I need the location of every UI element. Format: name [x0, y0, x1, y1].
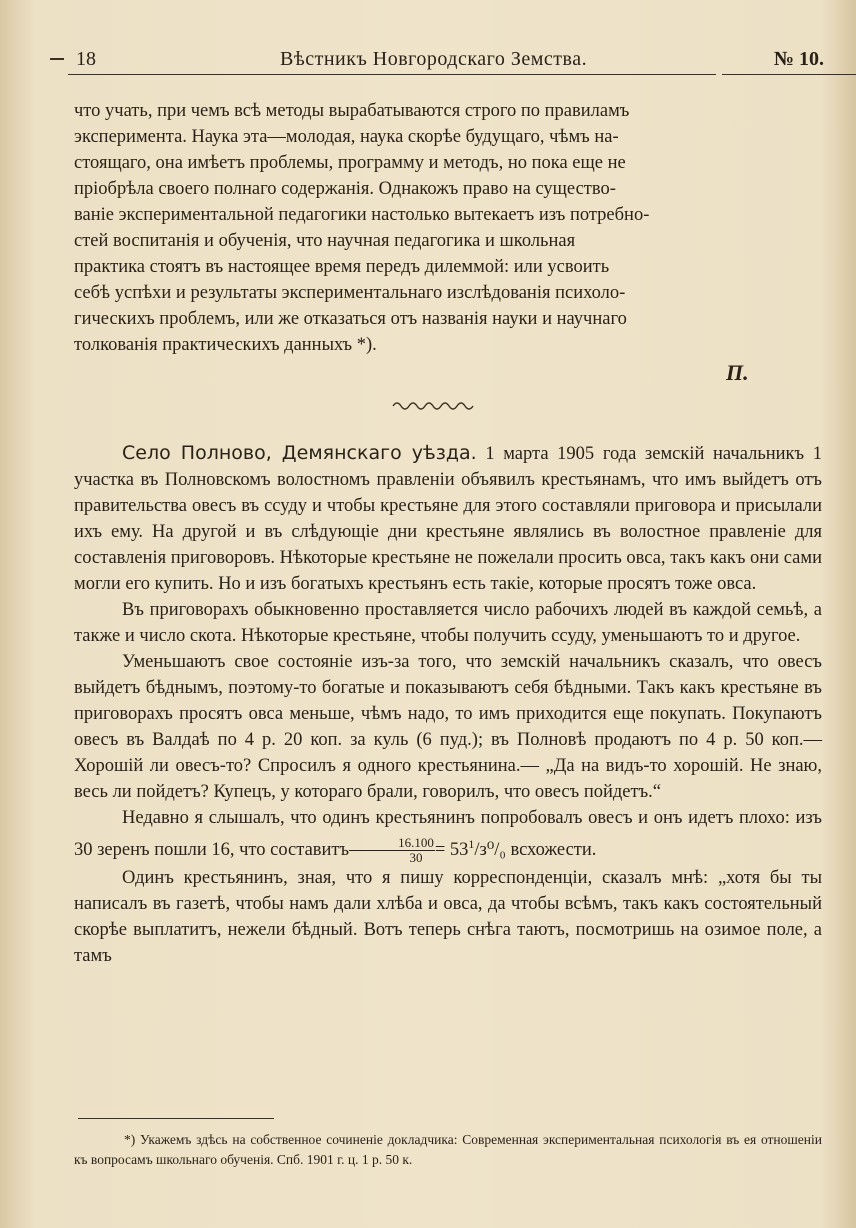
paragraph-text: /з⁰/₀ всхожести. [474, 840, 597, 861]
footnote [74, 1130, 822, 1170]
paragraph: Одинъ крестьянинъ, зная, что я пишу корреспонденціи, сказалъ мнѣ: „хотя бы ты написалъ въ газетѣ, чтобы намъ дали хлѣба и овса, да чтобы всѣмъ, такъ какъ состоятельный скорѣе выплатитъ, нежели бѣдный. Вотъ теперь снѣга таютъ, посмотришь на озимое поле, а тамъ [74, 868, 822, 967]
footnote-rule [78, 1118, 274, 1119]
page-number: 18 [76, 48, 96, 70]
header-dash [50, 58, 64, 60]
text-line: что учать, при чемъ всѣ методы вырабатываются строго по правиламъ [74, 101, 630, 121]
paragraph-text: Недавно я слышалъ, что одинъ крестьянинъ попробовалъ овесъ и онъ идетъ плохо: изъ 30 зеренъ пошли 16, что составитъ [74, 808, 822, 861]
text-line: стей воспитанія и обученія, что научная педагогика и школьная [74, 231, 576, 251]
text-line: себѣ успѣхи и результаты экспериментальнаго изслѣдованія психоло- [74, 283, 626, 303]
text-line: толкованія практическихъ данныхъ *). [74, 335, 377, 355]
footnote-text: *) Укажемъ здѣсь на собственное сочиненіе докладчика: Современная экспериментальная психологія въ ея отношеніи къ вопросамъ школьнаго обученія. Спб. 1901 г. ц. 1 р. 50 к. [74, 1132, 822, 1167]
issue-number: № 10. [773, 48, 824, 70]
section-marker: П. [726, 360, 749, 385]
header-rule-right [722, 74, 856, 75]
text-line: эксперимента. Наука эта—молодая, наука скорѣе будущаго, чѣмъ на- [74, 127, 619, 147]
header-rule [68, 74, 716, 75]
fraction [349, 836, 435, 865]
running-header [50, 46, 830, 78]
paragraph: Уменьшаютъ свое состояніе изъ-за того, что земскій начальникъ сказалъ, что овесъ выйдетъ бѣднымъ, поэтому-то богатые и показываютъ себя бѣдными. Такъ какъ крестьяне въ приговорахъ просятъ овса меньше, чѣмъ надо, то имъ приходится еще покупать. Покупаютъ овесъ въ Валдаѣ по 4 р. 20 коп. за куль (6 пуд.); въ Полновѣ продаютъ по 4 р. 50 коп.—Хорошій ли овесъ-то? Спросилъ я одного крестьянина.— „Да на видъ-то хорошій. Не знаю, весь ли пойдетъ? Купецъ, у котораго брали, говорилъ, что овесъ пойдетъ.“ [74, 652, 822, 802]
section-one-text [74, 98, 822, 358]
paragraph [74, 440, 822, 597]
paragraph-text: = 53 [434, 840, 469, 861]
paragraph [74, 805, 822, 865]
place-heading: Село Полново, Демянскаго уѣзда. [122, 442, 477, 464]
paragraph-text: 1 марта 1905 года земскій начальникъ 1 участка въ Полновскомъ волостномъ правленіи объявилъ крестьянамъ, что имъ выйдетъ отъ правительства овесъ въ ссуду и чтобы крестьяне для этого составляли приговора и присылали ихъ ему. На другой и въ слѣдующіе дни крестьяне являлись въ волостное правленіе для составленія приговоровъ. Нѣкоторые крестьяне не пожелали просить овса, такъ какъ они сами могли его купить. Но и изъ богатыхъ крестьянъ есть такіе, которые просятъ тоже овса. [74, 444, 822, 594]
journal-title: Вѣстникъ Новгородскаго Земства. [280, 48, 588, 70]
text-line: пріобрѣла своего полнаго содержанія. Однакожъ право на существо- [74, 179, 616, 199]
section-two-text [74, 440, 822, 969]
text-line: практика стоятъ въ настоящее время передъ дилеммой: или усвоить [74, 257, 610, 277]
fraction-denominator: 30 [409, 850, 423, 866]
fraction-numerator: 16.100 [349, 836, 435, 851]
wavy-divider-ornament [392, 398, 474, 410]
paragraph: Въ приговорахъ обыкновенно проставляется число рабочихъ людей въ каждой семьѣ, а также и число скота. Нѣкоторые крестьяне, чтобы получить ссуду, уменьшаютъ то и другое. [74, 600, 822, 646]
superscript: 1 [468, 837, 475, 851]
text-line: гическихъ проблемъ, или же отказаться отъ названія науки и научнаго [74, 309, 627, 329]
text-line: стоящаго, она имѣетъ проблемы, программу и методъ, но пока еще не [74, 153, 626, 173]
text-line: ваніе экспериментальной педагогики настолько вытекаетъ изъ потребно- [74, 205, 650, 225]
